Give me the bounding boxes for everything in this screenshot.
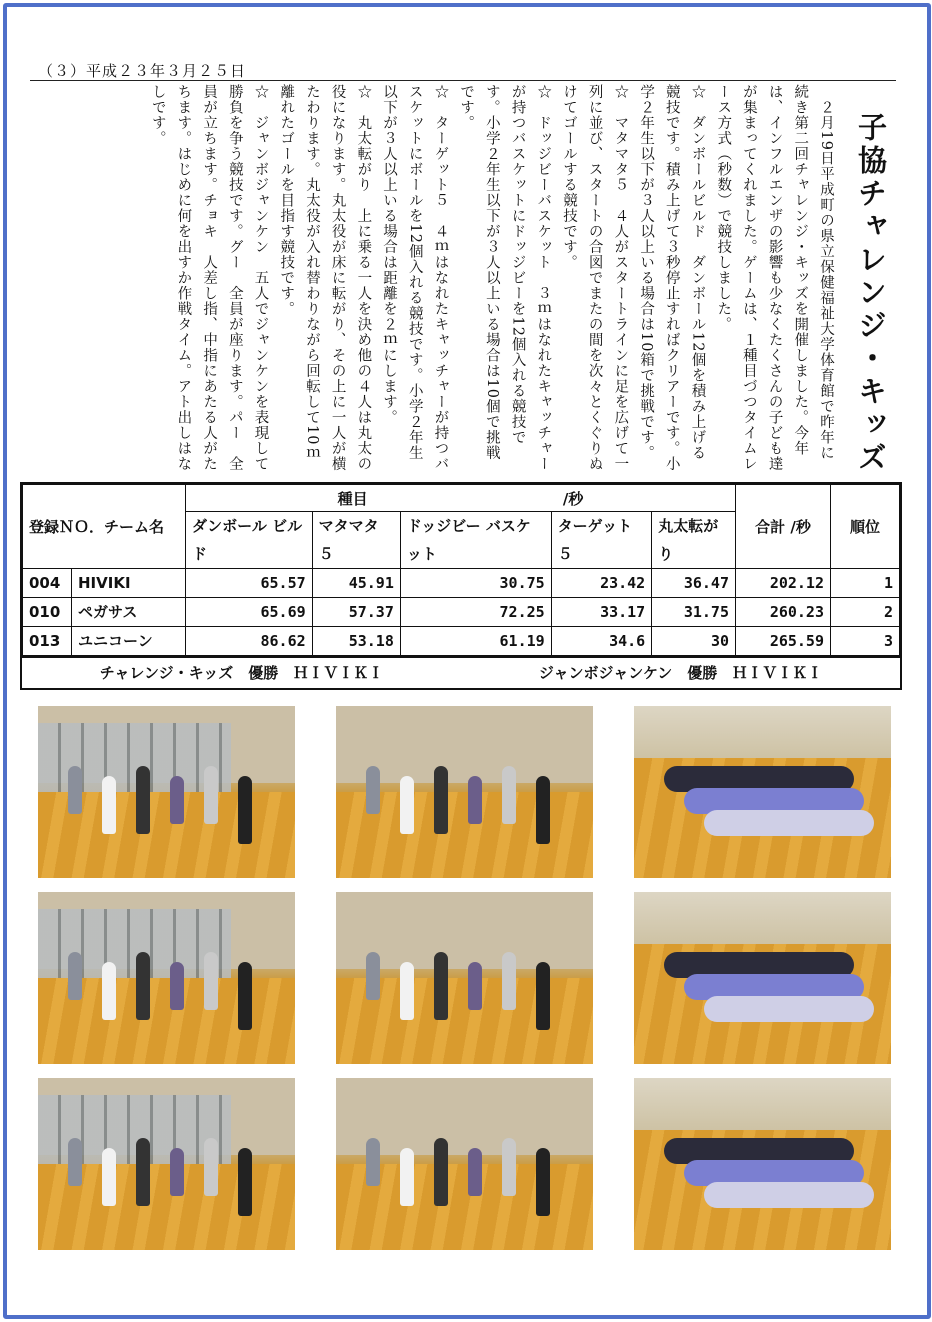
score-cell: 30 <box>652 627 736 656</box>
winner-challenge: チャレンジ・キッズ 優勝 ＨＩＶＩＫＩ <box>99 663 384 682</box>
winner-jumbo: ジャンボジャンケン 優勝 ＨＩＶＩＫＩ <box>538 663 823 682</box>
rank-cell: 2 <box>831 598 900 627</box>
photo-log-roll-1 <box>634 706 891 878</box>
figure-shape <box>170 962 184 1010</box>
figure-shape <box>68 1138 82 1186</box>
figure-shape <box>400 1148 414 1206</box>
figure-shape <box>536 776 550 844</box>
figure-shape <box>238 776 252 844</box>
figure-shape <box>536 1148 550 1216</box>
figure-shape <box>704 810 874 836</box>
registration-no: 013 <box>23 627 72 655</box>
team-cell <box>23 598 186 627</box>
figure-shape <box>468 1148 482 1196</box>
score-cell: 86.62 <box>186 627 313 656</box>
figure-shape <box>68 766 82 814</box>
col-event: マタマタ ５ <box>312 512 400 569</box>
rank-cell: 1 <box>831 569 900 598</box>
header-divider <box>30 80 896 81</box>
figure-shape <box>434 1138 448 1206</box>
team-name: ユニコーン <box>78 632 153 650</box>
figure-shape <box>136 766 150 834</box>
col-total-header: 合計 /秒 <box>736 485 831 569</box>
photo-matamata-1 <box>336 706 593 878</box>
score-cell: 65.69 <box>186 598 313 627</box>
score-cell: 34.6 <box>551 627 652 656</box>
registration-no: 010 <box>23 598 72 626</box>
score-cell: 57.37 <box>312 598 400 627</box>
unit-label: /秒 <box>562 489 584 508</box>
figure-shape <box>502 1138 516 1196</box>
figure-shape <box>204 952 218 1010</box>
figure-shape <box>704 1182 874 1208</box>
team-cell <box>23 627 186 656</box>
page-header: （３）平成２３年３月２５日 <box>38 62 247 80</box>
event-description: ☆ 丸太転がり 上に乗る一人を決め他の４人は丸太の役になります。丸太役が床に転がり、その上に一人が横たわります。丸太役が入れ替わりながら回転して10ｍ離れたゴールを目指す競技です。 <box>278 84 372 472</box>
col-team-header: 登録ＮＯ．チーム名 <box>23 485 186 569</box>
figure-shape <box>366 1138 380 1186</box>
photo-matamata-2 <box>336 892 593 1064</box>
article-paragraph: ２月19日平成町の県立保健福祉大学体育館で昨年に続き第二回チャレンジ・キッズを開催しました。今年は、インフルエンザの影響も少なくたくさんの子ども達が集まってくれました。ゲームは、１種目づつタイムレース方式（秒数）で競技しました。 <box>715 84 834 472</box>
photo-cardboard-build-3 <box>38 1078 295 1250</box>
figure-shape <box>704 996 874 1022</box>
photo-cardboard-build-2 <box>38 892 295 1064</box>
registration-no: 004 <box>23 569 72 597</box>
figure-shape <box>204 1138 218 1196</box>
team-name: HIVIKI <box>78 574 131 592</box>
figure-shape <box>468 962 482 1010</box>
rank-cell: 3 <box>831 627 900 656</box>
photo-matamata-3 <box>336 1078 593 1250</box>
table-row <box>23 569 900 598</box>
figure-shape <box>170 776 184 824</box>
col-event: ダンボール ビルド <box>186 512 313 569</box>
events-group-header <box>186 485 736 512</box>
event-description: ☆ マタマタ５ ４人がスタートラインに足を広げて一列に並び、スタートの合図でまたの間を次々とくぐりぬけてゴールする競技です。 <box>560 84 629 472</box>
score-cell: 72.25 <box>400 598 551 627</box>
event-description: ☆ ダンボールビルド ダンボール12個を積み上げる競技です。積み上げて３秒停止すればクリアーです。小学２年生以下が３人以上いる場合は10箱で挑戦です。 <box>638 84 706 472</box>
photo-cardboard-build-1 <box>38 706 295 878</box>
event-description: ☆ ジャンボジャンケン 五人でジャンケンを表現して勝負を争う競技です。グー 全員が座ります。パー 全員が立ちます。チョキ 人差し指、中指にあたる人がたちます。はじめに何を出すか作戦タイム。アト出しはなしです。 <box>149 84 269 472</box>
figure-shape <box>400 962 414 1020</box>
figure-shape <box>434 766 448 834</box>
figure-shape <box>366 952 380 1000</box>
results-table <box>20 482 902 690</box>
team-cell <box>23 569 186 598</box>
event-description: ☆ ドッジビーバスケット ３ｍはなれたキャッチャーが持つバスケットにドッジビーを12個入れる競技です。小学２年生以下が３人以上いる場合は10個で挑戦です。 <box>458 84 552 472</box>
col-event: 丸太転がり <box>652 512 736 569</box>
figure-shape <box>136 1138 150 1206</box>
group-label: 種目 <box>337 489 368 508</box>
score-cell: 61.19 <box>400 627 551 656</box>
figure-shape <box>136 952 150 1020</box>
figure-shape <box>468 776 482 824</box>
table-row <box>23 598 900 627</box>
total-cell: 202.12 <box>736 569 831 598</box>
total-cell: 260.23 <box>736 598 831 627</box>
col-rank-header: 順位 <box>831 485 900 569</box>
team-name: ペガサス <box>78 603 138 621</box>
figure-shape <box>434 952 448 1020</box>
table-row <box>23 627 900 656</box>
figure-shape <box>536 962 550 1030</box>
article <box>40 84 892 476</box>
col-event: ドッジビー バスケット <box>400 512 551 569</box>
figure-shape <box>502 952 516 1010</box>
score-cell: 30.75 <box>400 569 551 598</box>
photo-log-roll-3 <box>634 1078 891 1250</box>
score-cell: 23.42 <box>551 569 652 598</box>
photo-grid <box>38 706 894 1251</box>
figure-shape <box>204 766 218 824</box>
col-event: ターゲット ５ <box>551 512 652 569</box>
figure-shape <box>170 1148 184 1196</box>
figure-shape <box>68 952 82 1000</box>
figure-shape <box>502 766 516 824</box>
total-cell: 265.59 <box>736 627 831 656</box>
article-title: 子協チャレンジ・キッズ <box>854 112 888 475</box>
figure-shape <box>102 962 116 1020</box>
score-cell: 33.17 <box>551 598 652 627</box>
score-cell: 65.57 <box>186 569 313 598</box>
figure-shape <box>102 776 116 834</box>
score-cell: 31.75 <box>652 598 736 627</box>
winners-line <box>22 656 900 686</box>
score-cell: 53.18 <box>312 627 400 656</box>
article-body <box>144 84 838 476</box>
event-description: ☆ ターゲット５ ４ｍはなれたキャッチャーが持つバスケットにボールを12個入れる競技です。小学２年生以下が３人以上いる場合は距離を２ｍにします。 <box>381 84 449 472</box>
figure-shape <box>400 776 414 834</box>
figure-shape <box>238 962 252 1030</box>
figure-shape <box>366 766 380 814</box>
figure-shape <box>238 1148 252 1216</box>
score-cell: 45.91 <box>312 569 400 598</box>
score-cell: 36.47 <box>652 569 736 598</box>
photo-log-roll-2 <box>634 892 891 1064</box>
figure-shape <box>102 1148 116 1206</box>
